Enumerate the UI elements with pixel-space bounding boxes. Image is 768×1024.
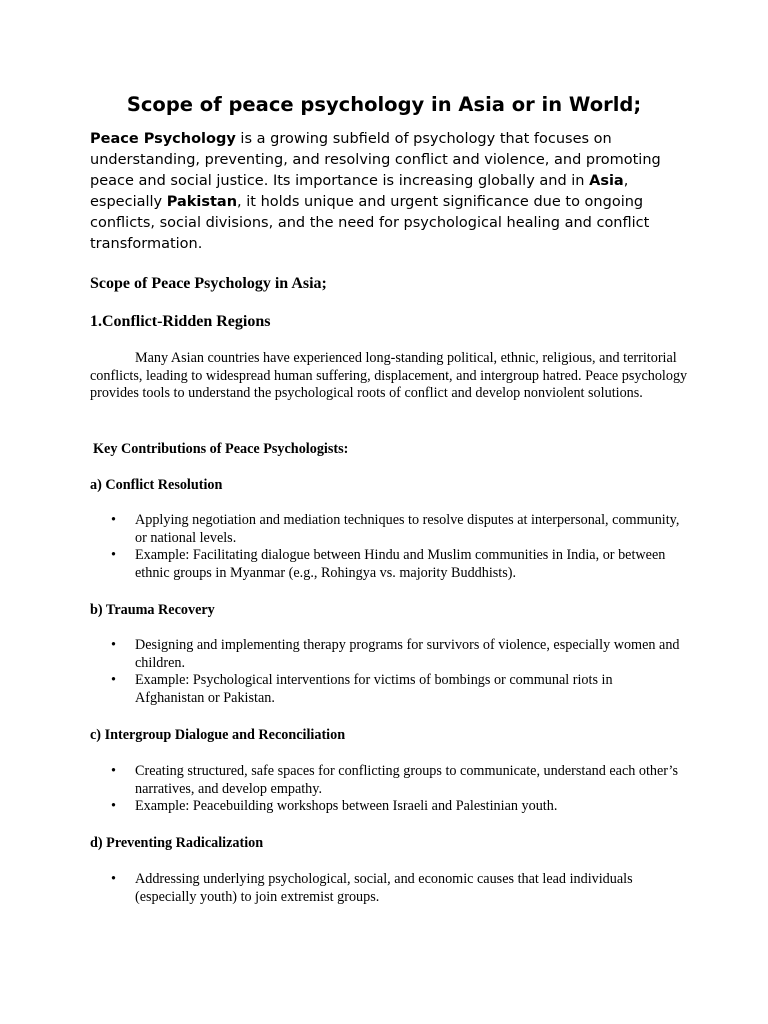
bullet-glyph: •	[111, 637, 116, 653]
intro-term-asia: Asia	[589, 173, 624, 189]
bullet-list	[90, 871, 680, 906]
bullet-glyph: •	[111, 672, 116, 688]
intro-term-pakistan: Pakistan	[166, 194, 238, 210]
bullet-glyph: •	[111, 763, 116, 779]
list-item	[90, 798, 680, 816]
intro-text-1: is a growing subfield of psychology that focuses on understanding, preventing, and resolving conflict and violence, and promoting peace and social justice. Its importance is increasing globally and in	[90, 131, 661, 189]
bullet-list	[90, 637, 680, 707]
list-item-text: Addressing underlying psychological, social, and economic causes that lead individuals (especially youth) to join extremist groups.	[135, 871, 633, 905]
list-item-text: Example: Facilitating dialogue between Hindu and Muslim communities in India, or between ethnic groups in Myanmar (e.g., Rohingya vs. majority Buddhists).	[135, 547, 666, 581]
document-title: Scope of peace psychology in Asia or in World;	[126, 93, 642, 116]
list-item	[90, 547, 680, 582]
intro-term-peace-psychology: Peace Psychology	[90, 131, 236, 147]
list-item	[90, 763, 680, 798]
bullet-glyph: •	[111, 547, 116, 563]
intro-paragraph	[90, 129, 690, 255]
contribution-heading: b) Trauma Recovery	[90, 602, 215, 618]
contribution-heading: d) Preventing Radicalization	[90, 835, 264, 851]
bullet-glyph: •	[111, 512, 116, 528]
intro-text-2: , especially	[90, 173, 629, 210]
list-item	[90, 637, 680, 672]
body-paragraph: Many Asian countries have experienced long-standing political, ethnic, religious, and territorial conflicts, leading to widespread human suffering, displacement, and intergroup hatred. Peace psychology provides tools to understand the psychological roots of conflict and develop nonviolent solutions.	[90, 350, 688, 401]
bullet-glyph: •	[111, 871, 116, 887]
bullet-glyph: •	[111, 798, 116, 814]
contribution-heading: c) Intergroup Dialogue and Reconciliation	[90, 727, 346, 743]
list-item-text: Designing and implementing therapy programs for survivors of violence, especially women and children.	[135, 637, 680, 671]
bullet-list	[90, 763, 680, 816]
contribution-heading: a) Conflict Resolution	[90, 477, 223, 493]
key-contributions-heading: Key Contributions of Peace Psychologists:	[93, 441, 349, 457]
list-item	[90, 672, 680, 707]
subsection-heading: 1.Conflict-Ridden Regions	[90, 313, 271, 330]
list-item-text: Example: Peacebuilding workshops between Israeli and Palestinian youth.	[135, 798, 558, 814]
list-item	[90, 871, 680, 906]
list-item-text: Example: Psychological interventions for victims of bombings or communal riots in Afghanistan or Pakistan.	[135, 672, 613, 706]
intro-text-3: , it holds unique and urgent significance due to ongoing conflicts, social divisions, and the need for psychological healing and conflict transformation.	[90, 194, 650, 252]
list-item-text: Creating structured, safe spaces for conflicting groups to communicate, understand each other’s narratives, and develop empathy.	[135, 763, 679, 797]
list-item-text: Applying negotiation and mediation techniques to resolve disputes at interpersonal, community, or national levels.	[135, 512, 680, 546]
section-heading: Scope of Peace Psychology in Asia;	[90, 275, 327, 292]
list-item	[90, 512, 680, 547]
bullet-list	[90, 512, 680, 582]
